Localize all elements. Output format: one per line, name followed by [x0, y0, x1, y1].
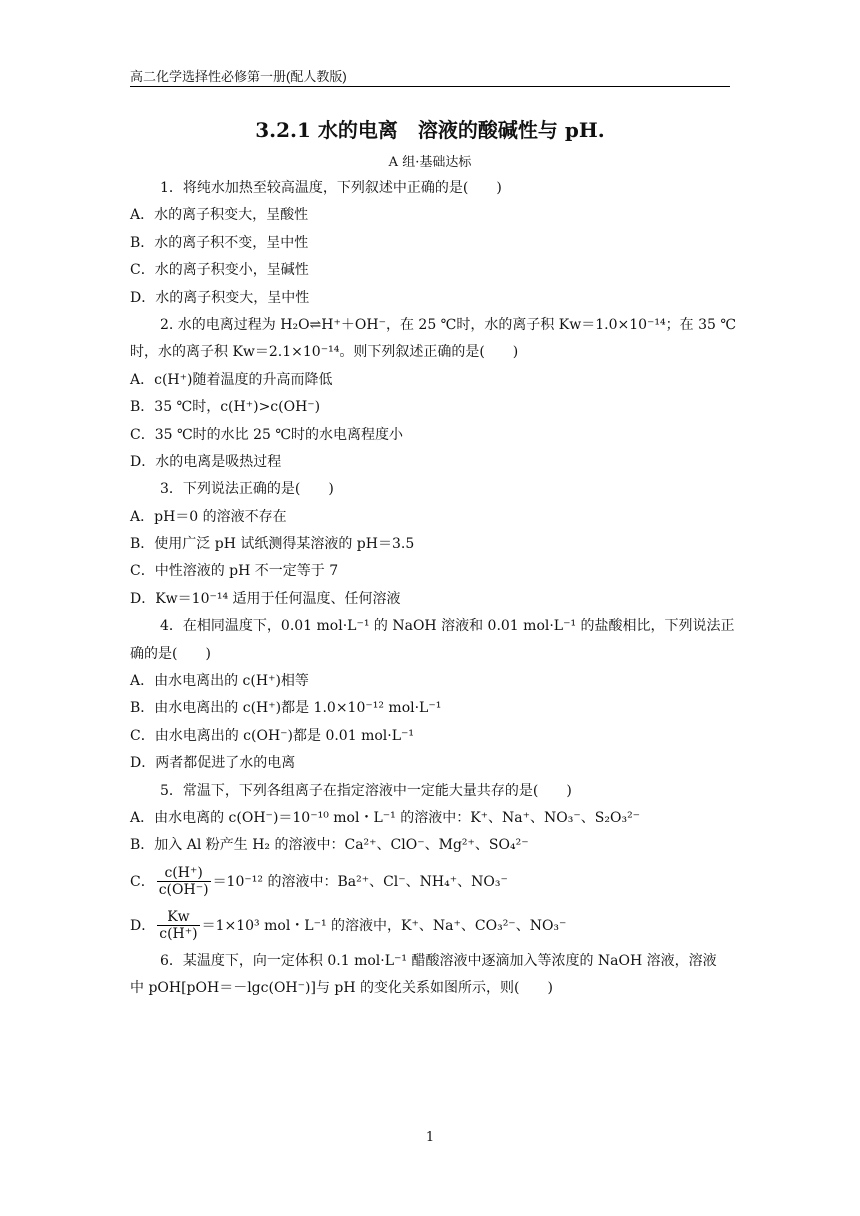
question-list	[130, 175, 737, 1003]
option-2d: D．水的电离是吸热过程	[130, 453, 282, 470]
option-2a: A．c(H⁺)随着温度的升高而降低	[130, 371, 333, 388]
option-4b: B．由水电离出的 c(H⁺)都是 1.0×10⁻¹² mol·L⁻¹	[130, 700, 442, 717]
option-4c: C．由水电离出的 c(OH⁻)都是 0.01 mol·L⁻¹	[130, 727, 415, 744]
option-5d-label: D．	[130, 917, 156, 934]
question-6-line-2: 中 pOH[pOH＝－lgc(OH⁻)]与 pH 的变化关系如图所示，则( )	[130, 980, 553, 997]
running-header: 高二化学选择性必修第一册(配人教版)	[130, 69, 347, 84]
option-3b: B．使用广泛 pH 试纸测得某溶液的 pH＝3.5	[130, 536, 415, 553]
page-number: 1	[425, 1130, 435, 1145]
question-4-line-2: 确的是( )	[130, 645, 211, 662]
option-1a: A．水的离子积变大，呈酸性	[130, 207, 309, 224]
option-2c: C．35 ℃时的水比 25 ℃时的水电离程度小	[130, 426, 404, 443]
question-2-line-1: 2. 水的电离过程为 H₂O⇌H⁺＋OH⁻，在 25 ℃时，水的离子积 Kw＝1.0×10⁻¹⁴；在 35 ℃	[160, 316, 737, 333]
question-1: 1．将纯水加热至较高温度，下列叙述中正确的是( )	[160, 180, 502, 196]
section-subtitle: A 组·基础达标	[388, 155, 472, 170]
question-5: 5．常温下，下列各组离子在指定溶液中一定能大量共存的是( )	[160, 782, 572, 799]
option-5d	[130, 904, 730, 948]
option-5b: B．加入 Al 粉产生 H₂ 的溶液中：Ca²⁺、ClO⁻、Mg²⁺、SO₄²⁻	[130, 837, 529, 854]
fraction-5d-numerator: Kw	[157, 909, 199, 926]
option-5c-text: ＝10⁻¹² 的溶液中：Ba²⁺、Cl⁻、NH₄⁺、NO₃⁻	[212, 873, 508, 890]
option-1d: D．水的离子积变大，呈中性	[130, 289, 310, 306]
option-5d-text: ＝1×10³ mol・L⁻¹ 的溶液中，K⁺、Na⁺、CO₃²⁻、NO₃⁻	[201, 917, 567, 934]
fraction-5c	[157, 865, 211, 898]
fraction-5d-denominator: c(H⁺)	[159, 926, 198, 943]
option-1c: C．水的离子积变小，呈碱性	[130, 262, 309, 279]
fraction-5c-numerator: c(H⁺)	[157, 865, 211, 882]
option-5c	[130, 860, 730, 904]
option-5c-label: C．	[130, 873, 155, 890]
question-3: 3．下列说法正确的是( )	[160, 481, 334, 498]
option-3a: A．pH＝0 的溶液不存在	[130, 508, 287, 525]
page-title: 3.2.1 水的电离 溶液的酸碱性与 pH.	[255, 118, 605, 142]
option-3d: D．Kw＝10⁻¹⁴ 适用于任何温度、任何溶液	[130, 590, 401, 607]
option-3c: C．中性溶液的 pH 不一定等于 7	[130, 563, 339, 580]
option-1b: B．水的离子积不变，呈中性	[130, 234, 309, 251]
header-divider	[130, 86, 730, 87]
option-2b: B．35 ℃时，c(H⁺)>c(OH⁻)	[130, 399, 321, 416]
option-5a: A．由水电离的 c(OH⁻)＝10⁻¹⁰ mol・L⁻¹ 的溶液中：K⁺、Na⁺、NO₃⁻、S₂O₃²⁻	[130, 809, 641, 826]
question-2-line-2: 时，水的离子积 Kw＝2.1×10⁻¹⁴。则下列叙述正确的是( )	[130, 344, 519, 361]
question-4-line-1: 4．在相同温度下，0.01 mol·L⁻¹ 的 NaOH 溶液和 0.01 mol·L⁻¹ 的盐酸相比，下列说法正	[160, 618, 735, 635]
fraction-5d	[157, 909, 199, 942]
question-6-line-1: 6．某温度下，向一定体积 0.1 mol·L⁻¹ 醋酸溶液中逐滴加入等浓度的 NaOH 溶液，溶液	[160, 952, 717, 969]
option-4d: D．两者都促进了水的电离	[130, 755, 296, 772]
option-4a: A．由水电离出的 c(H⁺)相等	[130, 673, 309, 690]
fraction-5c-denominator: c(OH⁻)	[158, 882, 209, 899]
